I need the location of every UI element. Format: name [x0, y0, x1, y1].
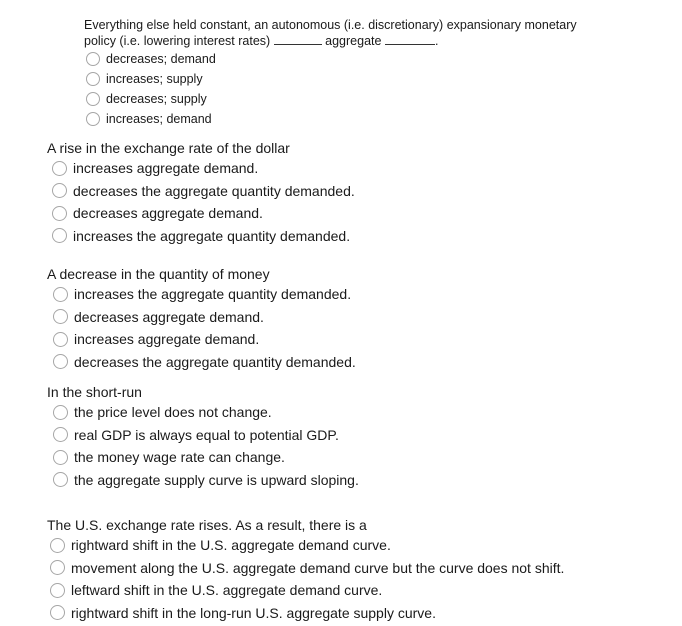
- option-label: increases the aggregate quantity demanded.: [74, 286, 352, 303]
- option-label: decreases aggregate demand.: [74, 308, 264, 325]
- question-1-option-3[interactable]: [86, 89, 577, 109]
- radio-button[interactable]: [52, 183, 67, 198]
- question-1-option-1[interactable]: [86, 49, 577, 69]
- question-5-option-4[interactable]: [50, 602, 564, 625]
- question-3-option-1[interactable]: [53, 283, 356, 306]
- option-label: decreases; demand: [106, 52, 216, 66]
- option-label: decreases aggregate demand.: [73, 205, 263, 222]
- radio-button[interactable]: [53, 332, 68, 347]
- question-1-prompt: [84, 17, 577, 49]
- option-label: decreases the aggregate quantity demanded.: [74, 353, 356, 370]
- question-1-prompt-part-b: aggregate: [325, 34, 382, 48]
- question-1-prompt-part-c: .: [434, 34, 439, 48]
- question-1: [84, 17, 577, 129]
- question-1-prompt-part-a: policy (i.e. lowering interest rates): [84, 34, 271, 48]
- question-1-option-4[interactable]: [86, 109, 577, 129]
- radio-button[interactable]: [50, 560, 65, 575]
- radio-button[interactable]: [50, 583, 65, 598]
- question-4-options: [47, 401, 359, 491]
- question-1-options: [84, 49, 577, 129]
- option-label: decreases; supply: [106, 92, 207, 106]
- radio-button[interactable]: [53, 450, 68, 465]
- radio-button[interactable]: [50, 605, 65, 620]
- option-label: increases; demand: [106, 112, 212, 126]
- question-4-option-3[interactable]: [53, 446, 359, 469]
- question-3-prompt: A decrease in the quantity of money: [47, 266, 270, 282]
- question-4-option-4[interactable]: [53, 469, 359, 492]
- answer-blank-2: [385, 34, 435, 45]
- question-2-option-2[interactable]: [52, 180, 355, 203]
- option-label: movement along the U.S. aggregate demand curve but the curve does not shift.: [71, 559, 565, 576]
- radio-button[interactable]: [53, 287, 68, 302]
- option-label: increases; supply: [106, 72, 203, 86]
- question-3-options: [47, 283, 356, 373]
- radio-button[interactable]: [53, 309, 68, 324]
- radio-button[interactable]: [86, 72, 100, 86]
- question-5-option-1[interactable]: [50, 534, 564, 557]
- question-5: [47, 517, 564, 624]
- question-1-option-2[interactable]: [86, 69, 577, 89]
- question-1-prompt-line1: Everything else held constant, an autonomous (i.e. discretionary) expansionary monetary: [84, 18, 577, 32]
- question-3-option-3[interactable]: [53, 328, 356, 351]
- question-5-option-2[interactable]: [50, 557, 564, 580]
- question-2-options: [47, 157, 355, 247]
- question-3-option-4[interactable]: [53, 351, 356, 374]
- question-5-options: [47, 534, 564, 624]
- question-2-option-1[interactable]: [52, 157, 355, 180]
- radio-button[interactable]: [53, 472, 68, 487]
- question-2-option-4[interactable]: [52, 225, 355, 248]
- option-label: decreases the aggregate quantity demanded.: [73, 182, 355, 199]
- radio-button[interactable]: [50, 538, 65, 553]
- radio-button[interactable]: [53, 427, 68, 442]
- radio-button[interactable]: [52, 161, 67, 176]
- question-4-prompt: In the short-run: [47, 384, 142, 400]
- radio-button[interactable]: [52, 206, 67, 221]
- question-4-option-1[interactable]: [53, 401, 359, 424]
- radio-button[interactable]: [53, 405, 68, 420]
- question-2-prompt: A rise in the exchange rate of the dollar: [47, 140, 290, 156]
- option-label: rightward shift in the long-run U.S. aggregate supply curve.: [71, 604, 436, 621]
- question-4: [47, 384, 359, 491]
- option-label: the money wage rate can change.: [74, 449, 285, 466]
- radio-button[interactable]: [86, 112, 100, 126]
- question-3-option-2[interactable]: [53, 306, 356, 329]
- question-4-option-2[interactable]: [53, 424, 359, 447]
- option-label: the aggregate supply curve is upward sloping.: [74, 471, 359, 488]
- option-label: leftward shift in the U.S. aggregate demand curve.: [71, 582, 383, 599]
- radio-button[interactable]: [53, 354, 68, 369]
- option-label: increases aggregate demand.: [74, 331, 260, 348]
- question-1-prompt-line2: [84, 33, 577, 49]
- question-2: [47, 140, 355, 247]
- radio-button[interactable]: [86, 52, 100, 66]
- radio-button[interactable]: [86, 92, 100, 106]
- question-5-prompt: The U.S. exchange rate rises. As a result, there is a: [47, 517, 367, 533]
- option-label: the price level does not change.: [74, 404, 272, 421]
- question-2-option-3[interactable]: [52, 202, 355, 225]
- option-label: increases aggregate demand.: [73, 160, 259, 177]
- radio-button[interactable]: [52, 228, 67, 243]
- option-label: real GDP is always equal to potential GDP.: [74, 426, 339, 443]
- option-label: increases the aggregate quantity demanded.: [73, 227, 351, 244]
- question-3: [47, 266, 356, 373]
- option-label: rightward shift in the U.S. aggregate demand curve.: [71, 537, 391, 554]
- question-5-option-3[interactable]: [50, 579, 564, 602]
- answer-blank-1: [274, 34, 322, 45]
